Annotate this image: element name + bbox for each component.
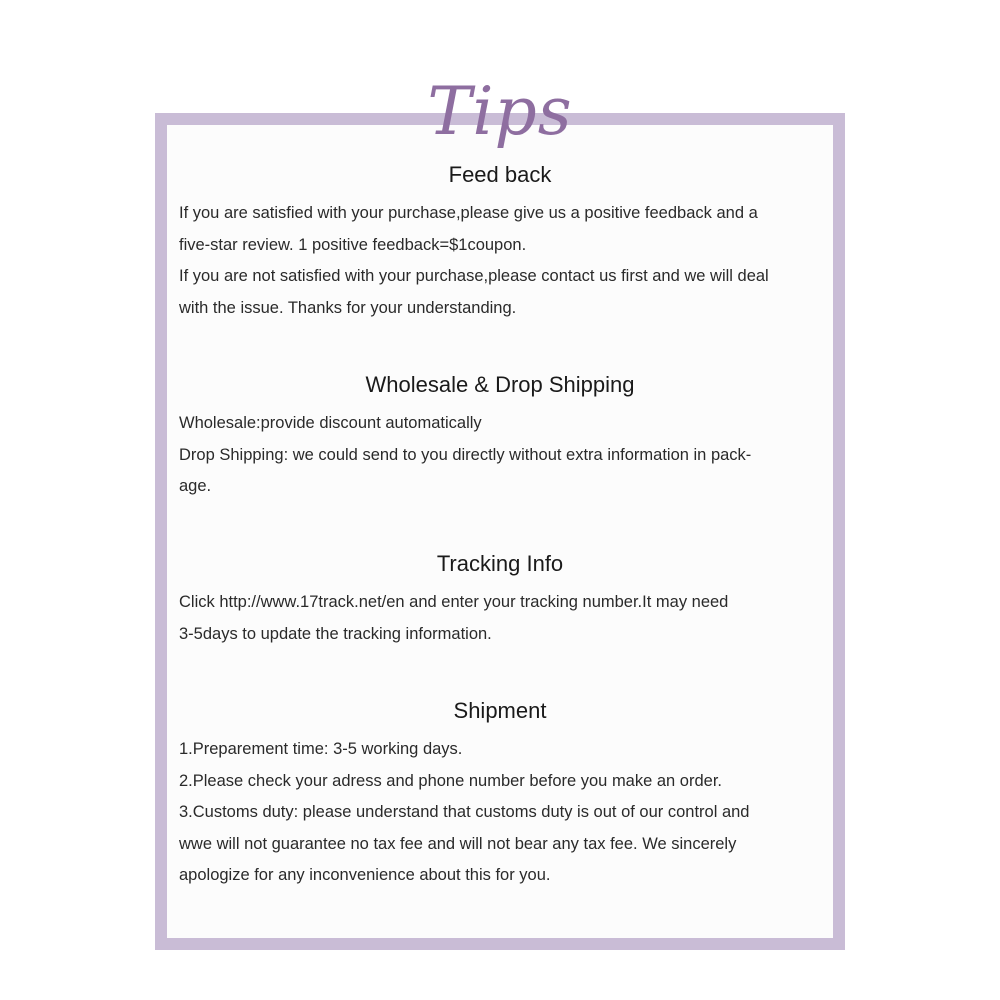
text-line: If you are not satisfied with your purchase,please contact us first and we will deal (179, 267, 769, 286)
text-line: Click http://www.17track.net/en and enter your tracking number.It may need (179, 593, 729, 611)
section-heading-feedback: Feed back (448, 162, 552, 187)
text-line: 2.Please check your adress and phone number before you make an order. (179, 771, 723, 790)
text-line: with the issue. Thanks for your understanding. (179, 298, 517, 317)
text-line: 3-5days to update the tracking information. (179, 624, 492, 643)
text-line: age. (179, 477, 212, 496)
section-body-feedback (179, 198, 829, 324)
section-body-shipment (179, 734, 829, 892)
text-line: 3.Customs duty: please understand that customs duty is out of our control and (179, 803, 750, 822)
section-heading-wholesale: Wholesale & Drop Shipping (365, 372, 635, 397)
text-line: Drop Shipping: we could send to you directly without extra information in pack- (179, 445, 752, 464)
section-heading-tracking: Tracking Info (436, 551, 564, 576)
text-line: 1.Preparement time: 3-5 working days. (179, 740, 463, 758)
text-line: Wholesale:provide discount automatically (179, 414, 482, 432)
section-body-tracking (179, 587, 829, 650)
tips-title: Tips (427, 73, 573, 150)
section-body-wholesale (179, 408, 829, 503)
text-line: wwe will not guarantee no tax fee and will not bear any tax fee. We sincerely (179, 834, 737, 853)
section-heading-shipment: Shipment (453, 698, 547, 723)
text-line: If you are satisfied with your purchase,please give us a positive feedback and a (179, 204, 758, 222)
text-line: apologize for any inconvenience about this for you. (179, 866, 551, 885)
text-line: five-star review. 1 positive feedback=$1coupon. (179, 235, 527, 254)
